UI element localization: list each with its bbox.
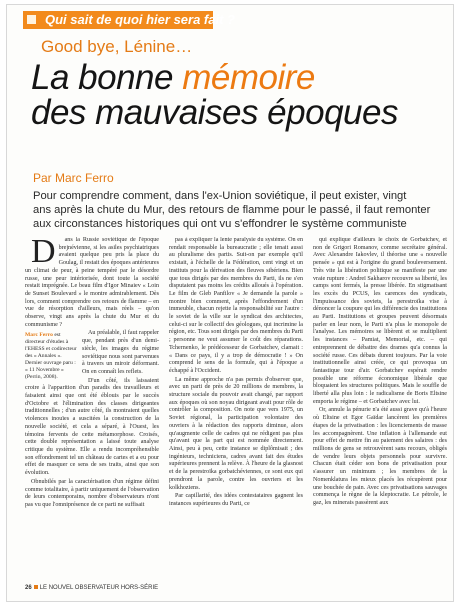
- paragraph-text: ans la Russie soviétique de l'époque brejnévienne, si les asiles psychiatriques avaient quelque peu pris la place du Goulag, il restait des époques antérieures un climat de peur, à peine tempéré par le désordre russe, une peur intériorisée, dont toute la société restait imprégnée. Le beau film d'Igor Minaiev « Loin de Sunset Boulevard » le montre admirablement. Dès lors, comment comprendre ces retours de flamme – en vue de résorption d'ailleurs, mais réels – qu'on observe, vingt ans après la chute du Mur et du communisme ?: [25, 237, 159, 328]
- headline-line-1-text: La bonne: [31, 58, 183, 97]
- headline-line-2: des mauvaises époques: [31, 93, 398, 132]
- article-paragraph: qui explique d'ailleurs le choix de Gorbatchev, et non de Grigori Romanov, comme secrétaire général. Avec Alexandre Iakovlev, il théorise une « nouvelle pensée » qui est à l'origine du grand bouleversement. Très vite la libération politique se manifeste par une vraie rupture : Andreï Sakharov recouvre sa liberté, les camps sont fermés, la presse libérée. En stigmatisant les excès du PCUS, les carences des syndicats, l'impuissance des soviets, la perestroïka vise à dénoncer la coupure qui les différencie des institutions au Parti. Institutions et groupes peuvent désormais parler en leur nom, le Parti n'a plus le monopole de l'analyse. Les mémoires se libèrent et se multiplient les instances – Pamiat, Memorial, etc. – qui entreprennent de débattre des drames qu'a connus la société russe. Ces débats durent toujours. Par la voie institutionnelle ainsi créée, ce qui provoqua un fantastique tour d'air. Gorbatchev espérait rendre possible une réforme économique libérale que bloquaient les structures politiques. Mais le souffle de liberté alla plus loin : le radicalisme de Boris Eltsine emporta le régime – et Gorbatchev avec lui.: [313, 237, 447, 405]
- article-column-3: [313, 237, 447, 581]
- article-paragraph: pas à expliquer la lente paralysie du système. On en rendait responsable la bureaucratie ; elle tenait aussi au pluralisme des partis. Suit-on par exemple qu'il existait, à l'échelle de la Fédération, cent vingt et un instituts pour la dérivation des fleuves sibériens. Bien que tous dirigés par des membres du Parti, ils ne s'en disputaient pas moins les crédits alloués à l'opération. Le film de Gleb Panfilov « Je demande la parole » montre bien comment, après l'effondrement d'un immeuble, chacun rejette la responsabilité sur l'autre : le soviet de la ville sur le syndicat des architectes, celui-ci sur le collectif des géologues, qui incrimine la région, etc. Tous sont dirigés par des membres du Parti ; personne ne veut assumer le coût des réparations. Tchernenko, le prédécesseur de Gorbatchev, clamait : « Dans ce pays, il y a trop de démocratie ! » On comprend le sens de la formule, qui à l'époque a échappé à l'Occident.: [169, 237, 303, 374]
- article-paragraph: D'un côté, ils laissaient croire à l'apparition d'un paradis des travailleurs et faisaient ainsi que ont été éblouis par le succès d'Octobre et l'élimination des classes dirigeantes traditionnelles ; d'un autre côté, ils montraient quelles violences inouïes a suscitées la construction de la nouvelle société, et cela a séparé, à l'Ouest, les témoins fervents de cette métamorphose. Croisés, cette double représentation a laissé toute analyse critique du système. Elle a rendu incompréhensible son effondrement tel un château de cartes et a eu pour effet de masquer ce sens de ses traits, ainsi que son évolution.: [25, 377, 159, 477]
- kicker-banner: [23, 11, 235, 29]
- author-bio: est directeur d'études à l'EHESS et codirecteur des « Annales ». Dernier ouvrage paru : « 11 Novembre » (Perrin, 2008).: [25, 332, 77, 381]
- article-paragraph: La même approche n'a pas permis d'observer que, avec un parti de près de 20 millions de membres, la structure sociale du pouvoir avait changé, par rapport aux époques où son noyau dirigeant avait pour rôle de contrôler la composition. On note que vers 1975, un Soviet régional, la participation volontaire des ouvriers à la rédaction des rapports diminue, alors qu'augmente celle de cadres qui ne rédigent pas plus qu'avant que la part qui est nommée directement. Ainsi, peu à peu, cette instance se diplômisait ; des ingénieurs, techniciens, cadres avant fait des études supérieures prennent la relève. À l'heure de la glasnost et de la perestroïka gorbatchéviennes, ce sont eux qui prendront la parole, contre les ouvriers et les kolkhoziens.: [169, 376, 303, 491]
- page-number: 26: [25, 585, 32, 591]
- headline-accent-word: mémoire: [182, 58, 315, 97]
- drop-cap: D: [31, 237, 56, 270]
- article-paragraph: Au préalable, il faut rappeler que, pendant près d'un demi-siècle, les images du régime soviétique nous sont parvenues à travers un miroir déformant. On en connaît les reflets.: [82, 330, 159, 375]
- article-paragraph: Obnubilés par la caractérisation d'un régime défini comme totalitaire, à partir uniquement de l'observation de leurs contemporains, nombre d'observateurs n'ont pas vu que l'omniprésence de ce parti ne suffisait: [25, 478, 159, 508]
- headline-line-1: [31, 59, 315, 97]
- author-sidebar: [25, 332, 77, 381]
- article-column-2: [169, 237, 303, 581]
- publication-name: LE NOUVEL OBSERVATEUR HORS-SÉRIE: [39, 585, 159, 591]
- page-footer: [25, 585, 158, 591]
- overline: Good bye, Lénine…: [41, 37, 193, 56]
- lede-line: ans après la chute du Mur, des retours de flamme pour le passé, il faut remonter: [33, 204, 431, 216]
- byline: Par Marc Ferro: [33, 171, 114, 185]
- article-paragraph: [25, 237, 159, 329]
- article-column-1: [25, 237, 159, 581]
- magazine-page: [6, 4, 454, 602]
- lede-line: Pour comprendre comment, dans l'ex-Union soviétique, il peut exister, vingt: [33, 190, 407, 202]
- article-paragraph: Par capillarité, des idées contestataires gagnent les instances supérieures du Parti, ce: [169, 493, 303, 507]
- kicker-square-icon: [27, 15, 36, 24]
- lede: [33, 189, 439, 231]
- article-paragraph: Or, annule la pénurie n'a été aussi grave qu'à l'heure où Eltsine et Egor Gaïdar lancèrent les premières étapes de la privatisation : les licenciements de masse les accompagnèrent. Une inflation à l'allemande eut pour effet de mettre fin au paiement des salaires : des millions de gens se retrouvèrent sans recours, obligés de vendre leurs objets personnels pour survivre. Chacun était céder son bons de privatisation pour s'assurer un minimum ; les membres de la Nomenklatura les mieux placés les récupèrent pour une bouchée de pain. Avec ces privatisations sauvages commença le règne de la kleptocratie. Le pétrole, le gaz, les minerais passèrent aux: [313, 407, 447, 506]
- lede-line: aux circonstances historiques qui ont vu s'effondrer le système communiste: [33, 218, 407, 230]
- author-name: Marc Ferro: [25, 332, 55, 339]
- footer-square-icon: [34, 585, 38, 589]
- kicker-text: Qui sait de quoi hier sera fait ?: [45, 12, 235, 27]
